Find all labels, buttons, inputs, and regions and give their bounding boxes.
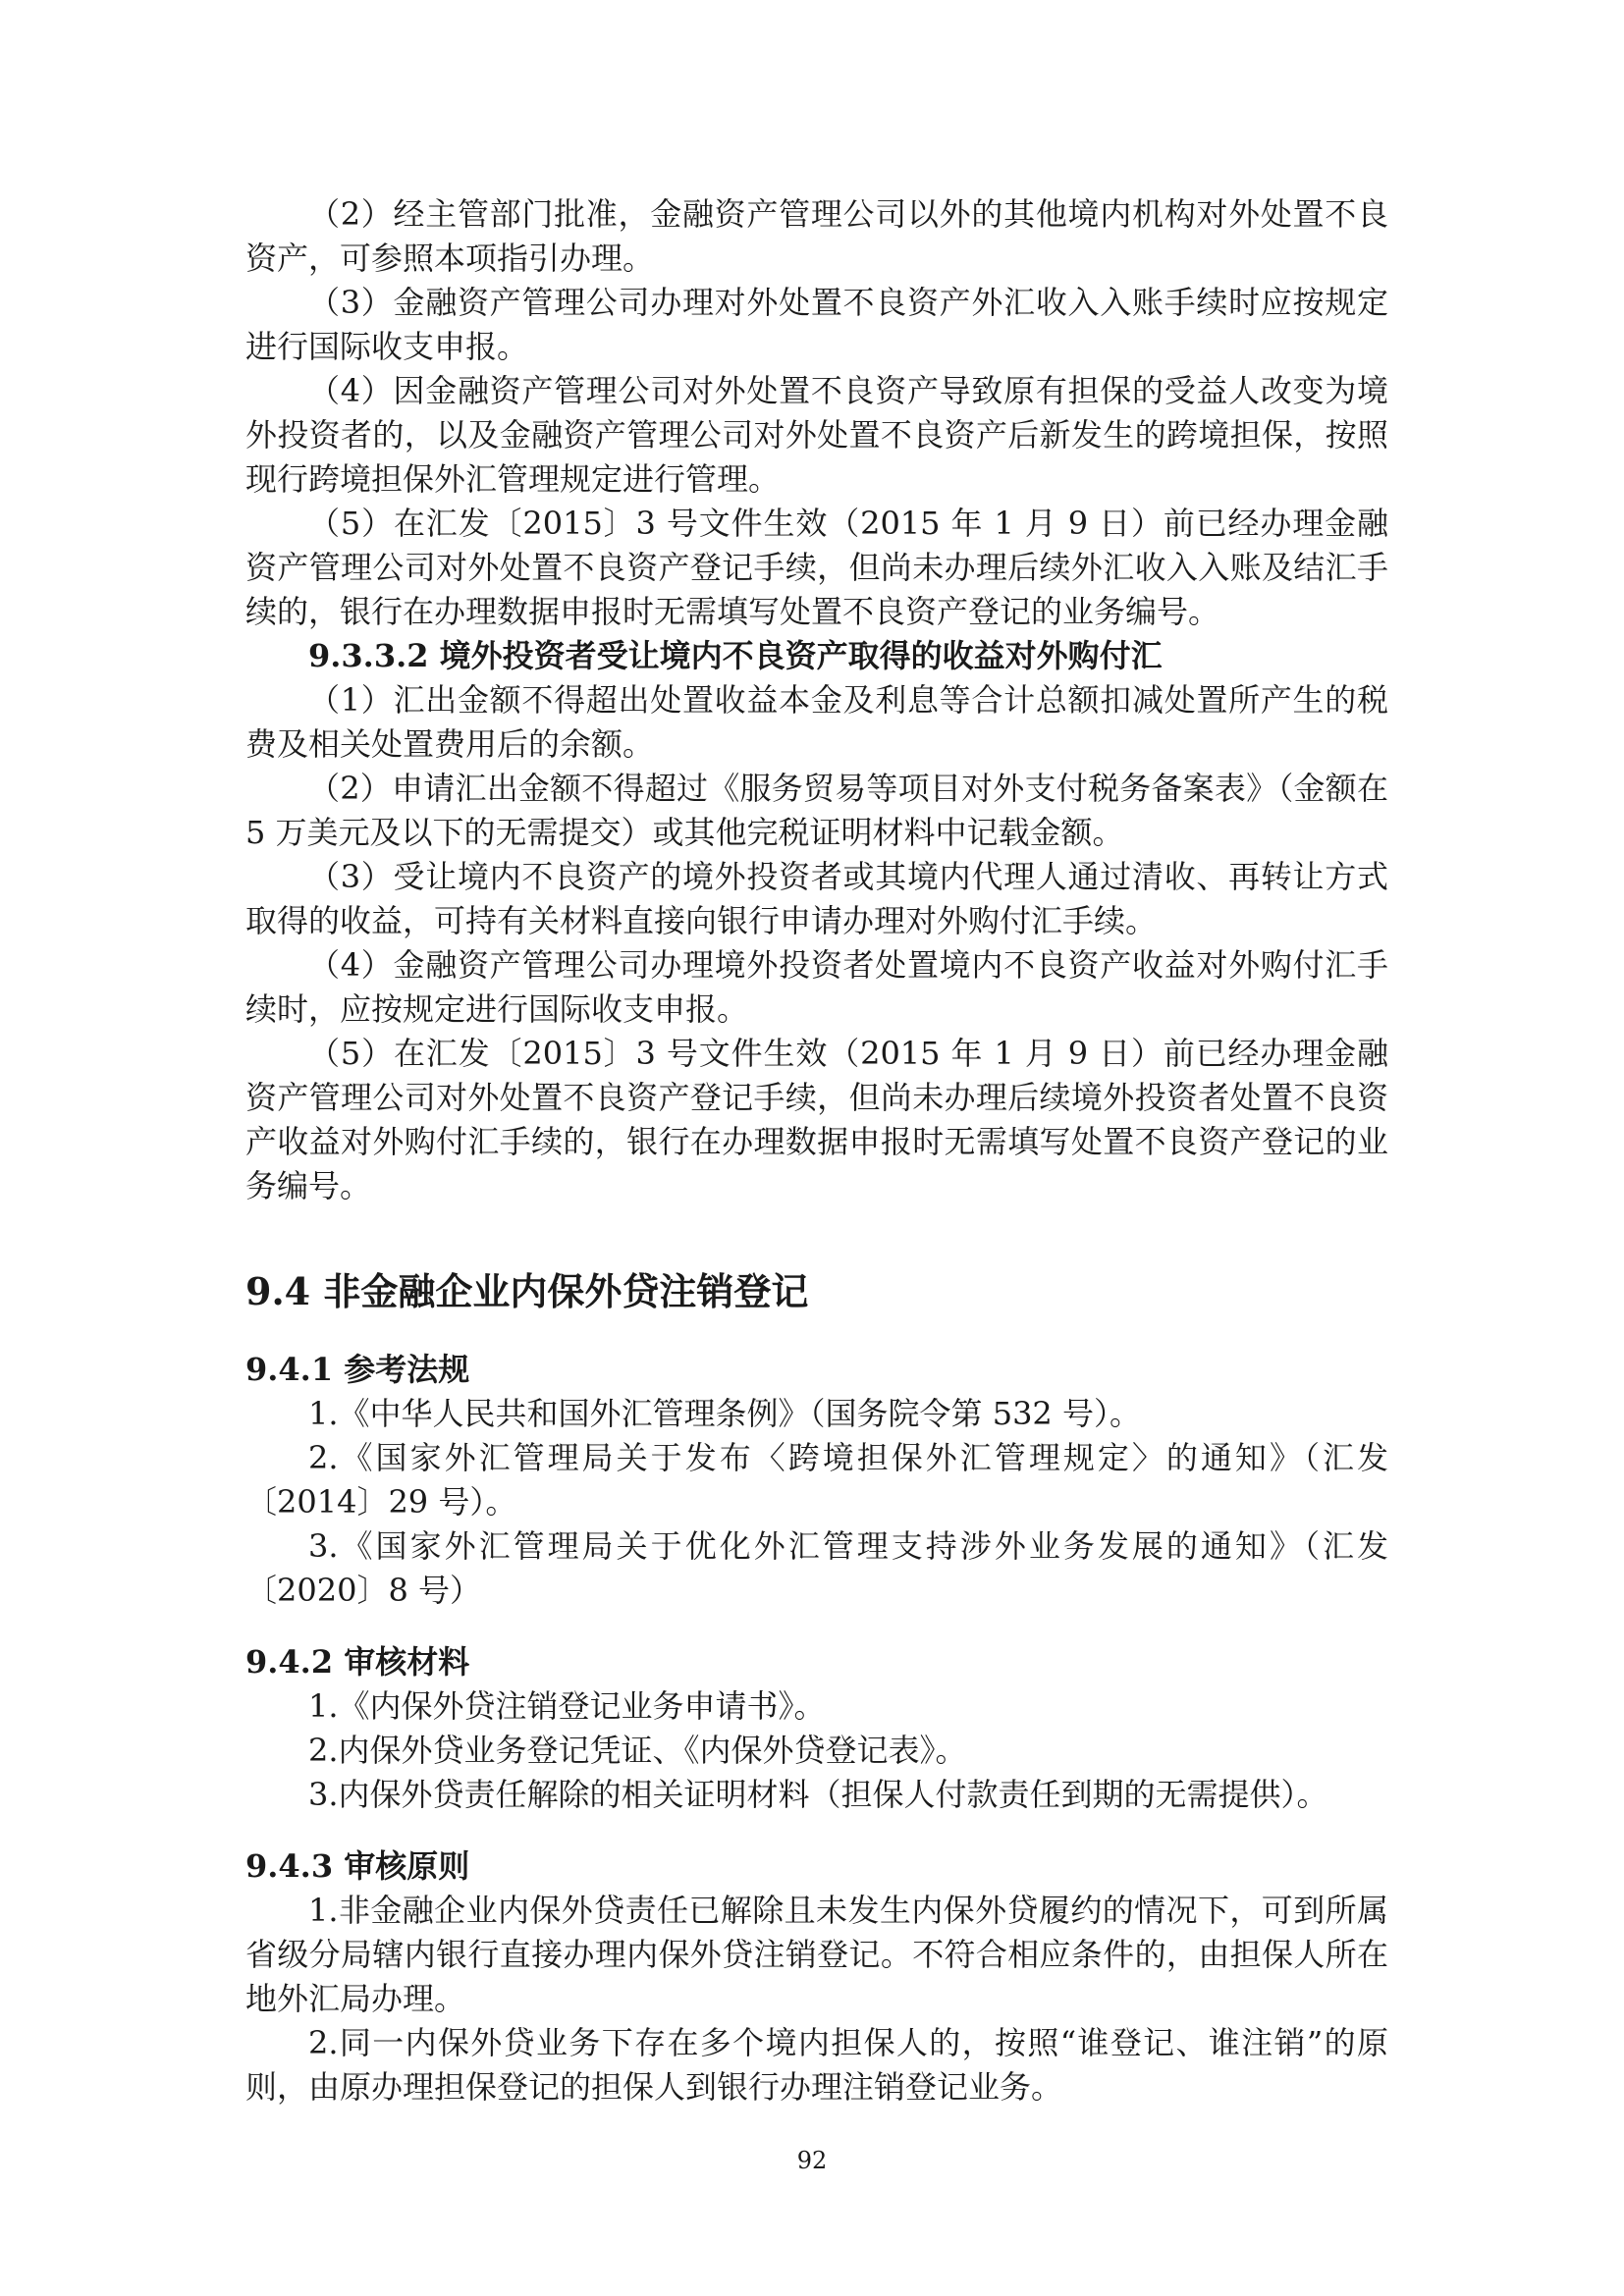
paragraph: （2）申请汇出金额不得超过《服务贸易等项目对外支付税务备案表》（金额在 5 万美元及以下的无需提交）或其他完税证明材料中记载金额。: [245, 770, 1388, 851]
list-item: 2.内保外贷业务登记凭证、《内保外贷登记表》。: [308, 1732, 967, 1769]
subheading-9332: 9.3.3.2 境外投资者受让境内不良资产取得的收益对外购付汇: [308, 637, 1163, 674]
paragraph: （5）在汇发〔2015〕3 号文件生效（2015 年 1 月 9 日）前已经办理金融资产管理公司对外处置不良资产登记手续，但尚未办理后续外汇收入入账及结汇手续的，银行在办理数据申报时无需填写处置不良资产登记的业务编号。: [245, 505, 1388, 630]
subsection-heading-943: 9.4.3 审核原则: [245, 1847, 470, 1885]
list-item: 1.《中华人民共和国外汇管理条例》（国务院令第 532 号）。: [308, 1395, 1141, 1432]
list-item: 3.《国家外汇管理局关于优化外汇管理支持涉外业务发展的通知》（汇发〔2020〕8 号）: [245, 1527, 1388, 1609]
list-item: 2.《国家外汇管理局关于发布〈跨境担保外汇管理规定〉的通知》（汇发〔2014〕29 号）。: [245, 1439, 1388, 1521]
list-item: 3.内保外贷责任解除的相关证明材料（担保人付款责任到期的无需提供）。: [308, 1776, 1328, 1813]
paragraph: （1）汇出金额不得超出处置收益本金及利息等合计总额扣减处置所产生的税费及相关处置费用后的余额。: [245, 681, 1388, 763]
subsection-heading-942: 9.4.2 审核材料: [245, 1643, 470, 1681]
paragraph: （2）经主管部门批准，金融资产管理公司以外的其他境内机构对外处置不良资产，可参照本项指引办理。: [245, 195, 1388, 277]
subsection-heading-941: 9.4.1 参考法规: [245, 1351, 470, 1388]
section-heading-94: 9.4 非金融企业内保外贷注销登记: [245, 1269, 809, 1313]
paragraph: （4）因金融资产管理公司对外处置不良资产导致原有担保的受益人改变为境外投资者的，以及金融资产管理公司对外处置不良资产后新发生的跨境担保，按照现行跨境担保外汇管理规定进行管理。: [245, 372, 1388, 498]
page-number: 92: [796, 2147, 828, 2174]
list-item: 2.同一内保外贷业务下存在多个境内担保人的，按照“谁登记、谁注销”的原则，由原办理担保登记的担保人到银行办理注销登记业务。: [245, 2024, 1388, 2106]
paragraph: （4）金融资产管理公司办理境外投资者处置境内不良资产收益对外购付汇手续时，应按规定进行国际收支申报。: [245, 946, 1388, 1028]
list-item: 1.《内保外贷注销登记业务申请书》。: [308, 1687, 826, 1725]
document-page: [245, 192, 1388, 2109]
list-item: 1.非金融企业内保外贷责任已解除且未发生内保外贷履约的情况下，可到所属省级分局辖内银行直接办理内保外贷注销登记。不符合相应条件的，由担保人所在地外汇局办理。: [245, 1892, 1388, 2017]
paragraph: （5）在汇发〔2015〕3 号文件生效（2015 年 1 月 9 日）前已经办理金融资产管理公司对外处置不良资产登记手续，但尚未办理后续境外投资者处置不良资产收益对外购付汇手续的，银行在办理数据申报时无需填写处置不良资产登记的业务编号。: [245, 1035, 1388, 1204]
paragraph: （3）金融资产管理公司办理对外处置不良资产外汇收入入账手续时应按规定进行国际收支申报。: [245, 284, 1388, 365]
paragraph: （3）受让境内不良资产的境外投资者或其境内代理人通过清收、再转让方式取得的收益，可持有关材料直接向银行申请办理对外购付汇手续。: [245, 858, 1388, 939]
